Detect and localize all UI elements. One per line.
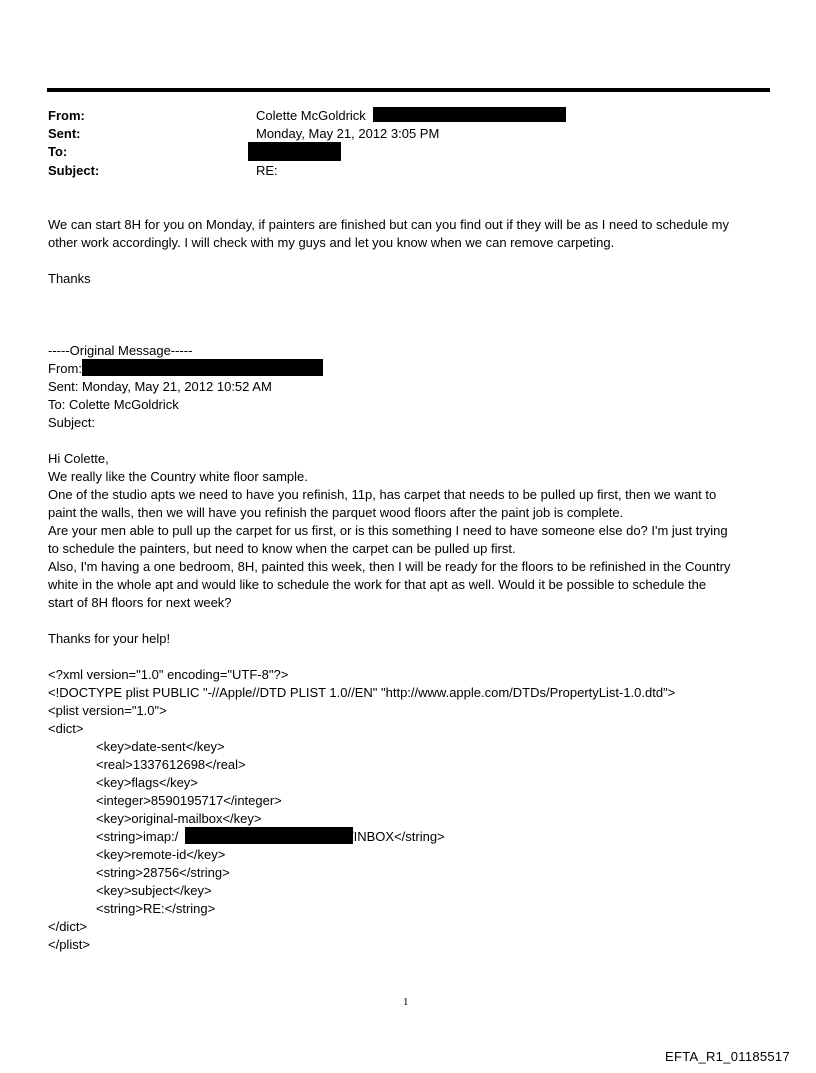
header-rule — [47, 88, 770, 92]
plist-line: <!DOCTYPE plist PUBLIC "-//Apple//DTD PLIST 1.0//EN" "http://www.apple.com/DTDs/PropertyList-1.0.dtd"> — [48, 685, 676, 700]
to-label: To: — [48, 144, 68, 159]
sent-value: Monday, May 21, 2012 3:05 PM — [256, 126, 440, 141]
body-line: Also, I'm having a one bedroom, 8H, painted this week, then I will be ready for the floors to be refinished in the Country — [48, 559, 731, 574]
plist-line: <key>flags</key> — [96, 775, 198, 790]
redaction-original-from — [82, 359, 323, 376]
plist-line: <key>date-sent</key> — [96, 739, 225, 754]
redaction-imap-path — [185, 827, 353, 844]
original-thanks: Thanks for your help! — [48, 631, 171, 646]
original-subject: Subject: — [48, 415, 95, 430]
body-line: Hi Colette, — [48, 451, 109, 466]
redaction-to — [248, 142, 341, 161]
from-label: From: — [48, 108, 85, 123]
page-number: 1 — [403, 996, 409, 1008]
plist-line: <key>remote-id</key> — [96, 847, 226, 862]
original-sent: Sent: Monday, May 21, 2012 10:52 AM — [48, 379, 272, 394]
redaction-from-email — [373, 107, 566, 122]
subject-label: Subject: — [48, 163, 100, 178]
reply-line-1: We can start 8H for you on Monday, if painters are finished but can you find out if they will be as I need to schedule my — [48, 217, 729, 232]
plist-line: </plist> — [48, 937, 90, 952]
plist-line: <plist version="1.0"> — [48, 703, 167, 718]
original-divider: -----Original Message----- — [48, 343, 193, 358]
body-line: start of 8H floors for next week? — [48, 595, 232, 610]
plist-line: <?xml version="1.0" encoding="UTF-8"?> — [48, 667, 289, 682]
subject-value: RE: — [256, 163, 278, 178]
plist-line: </dict> — [48, 919, 88, 934]
plist-line: <key>original-mailbox</key> — [96, 811, 262, 826]
plist-line: <string>imap:/ — [96, 829, 179, 844]
body-line: We really like the Country white floor sample. — [48, 469, 308, 484]
plist-line: <dict> — [48, 721, 84, 736]
plist-line: /INBOX</string> — [350, 829, 445, 844]
plist-line: <string>28756</string> — [96, 865, 230, 880]
plist-line: <key>subject</key> — [96, 883, 212, 898]
sent-label: Sent: — [48, 126, 81, 141]
original-from-label: From: — [48, 361, 82, 376]
body-line: One of the studio apts we need to have you refinish, 11p, has carpet that needs to be pulled up first, then we want to — [48, 487, 717, 502]
document-id: EFTA_R1_01185517 — [664, 1049, 790, 1064]
reply-line-2: other work accordingly. I will check with my guys and let you know when we can remove carpeting. — [48, 235, 615, 250]
plist-line: <string>RE:</string> — [96, 901, 216, 916]
body-line: to schedule the painters, but need to know when the carpet can be pulled up first. — [48, 541, 516, 556]
body-line: paint the walls, then we will have you refinish the parquet wood floors after the paint job is complete. — [48, 505, 624, 520]
from-value: Colette McGoldrick — [256, 108, 366, 123]
reply-thanks: Thanks — [48, 271, 91, 286]
body-line: white in the whole apt and would like to schedule the work for that apt as well. Would it be possible to schedule the — [48, 577, 707, 592]
plist-line: <real>1337612698</real> — [96, 757, 246, 772]
original-to: To: Colette McGoldrick — [48, 397, 179, 412]
body-line: Are your men able to pull up the carpet for us first, or is this something I need to have someone else do? I'm just trying — [48, 523, 728, 538]
plist-line: <integer>8590195717</integer> — [96, 793, 282, 808]
